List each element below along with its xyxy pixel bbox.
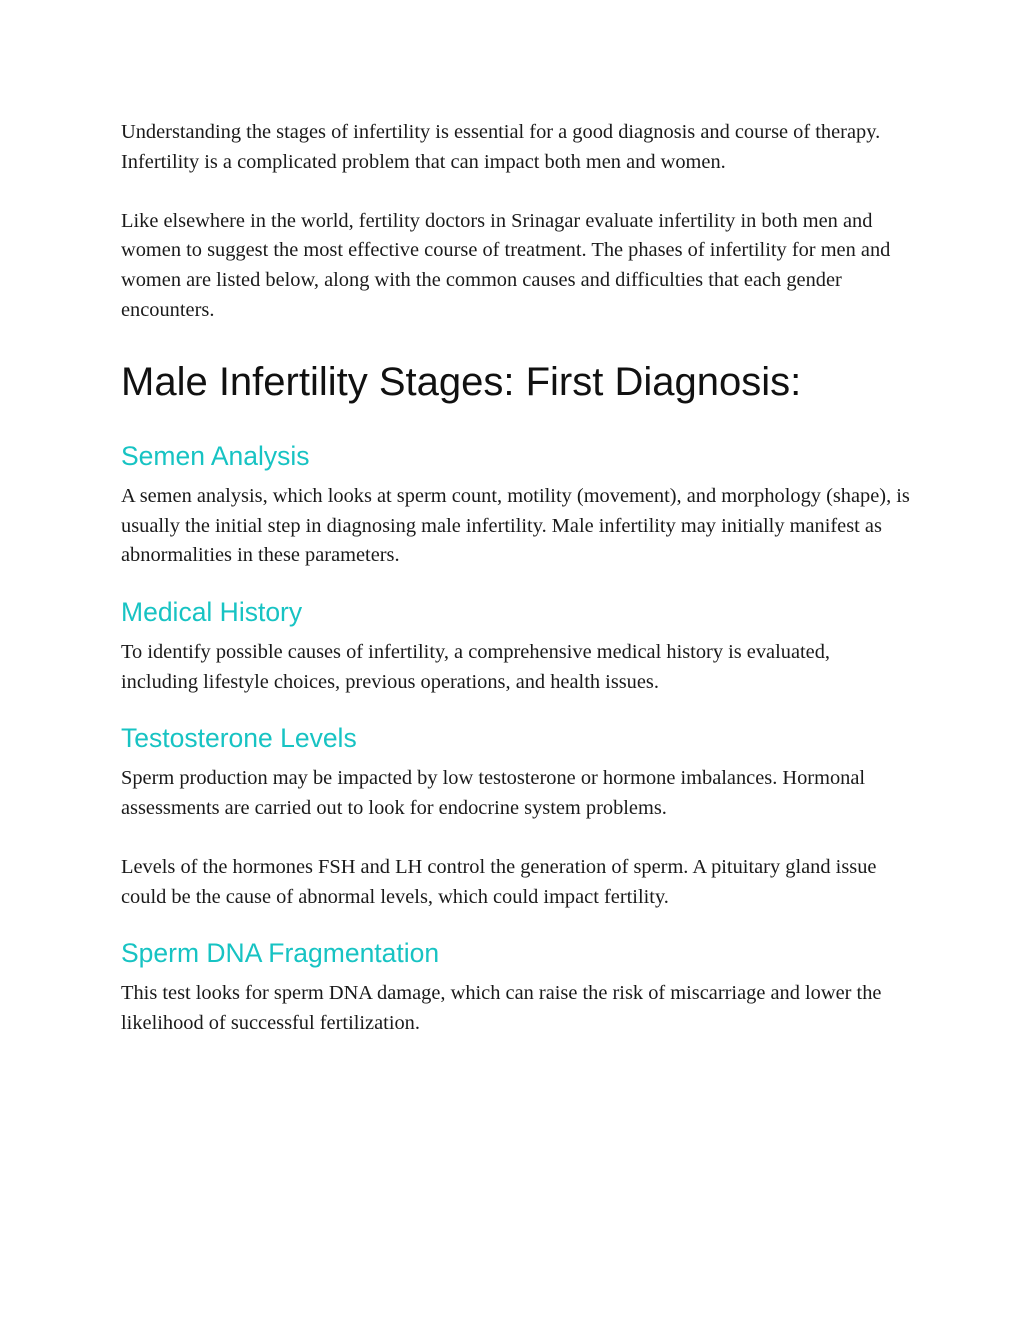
section-text-semen-analysis: A semen analysis, which looks at sperm count, motility (movement), and morphology (shape), is usually the initial step in diagnosing male infertility. Male infertility may initially manifest as abnormalities in these parameters. bbox=[121, 485, 910, 567]
document-page bbox=[121, 118, 911, 1038]
section-text-testosterone-levels-1: Sperm production may be impacted by low testosterone or hormone imbalances. Hormonal assessments are carried out to look for endocrine system problems. bbox=[121, 767, 866, 819]
section-text-medical-history: To identify possible causes of infertility, a comprehensive medical history is evaluated, including lifestyle choices, previous operations, and health issues. bbox=[121, 640, 831, 693]
section-text-testosterone-levels-2: Levels of the hormones FSH and LH control the generation of sperm. A pituitary gland issue could be the cause of abnormal levels, which could impact fertility. bbox=[121, 855, 877, 908]
section-heading-medical-history: Medical History bbox=[121, 596, 303, 627]
section-heading-semen-analysis: Semen Analysis bbox=[121, 441, 310, 472]
page-title: Male Infertility Stages: First Diagnosis: bbox=[121, 360, 802, 405]
intro-paragraph-1: Understanding the stages of infertility is essential for a good diagnosis and course of therapy. Infertility is a complicated problem that can impact both men and women. bbox=[121, 121, 881, 173]
intro-paragraph-2: Like elsewhere in the world, fertility doctors in Srinagar evaluate infertility in both men and women to suggest the most effective course of treatment. The phases of infertility for men and women are listed below, along with the common causes and difficulties that each gender encounters. bbox=[121, 209, 891, 321]
section-heading-testosterone-levels: Testosterone Levels bbox=[121, 723, 357, 754]
section-heading-sperm-dna-fragmentation: Sperm DNA Fragmentation bbox=[121, 938, 440, 969]
section-text-sperm-dna-fragmentation: This test looks for sperm DNA damage, which can raise the risk of miscarriage and lower the likelihood of successful fertilization. bbox=[121, 982, 882, 1034]
